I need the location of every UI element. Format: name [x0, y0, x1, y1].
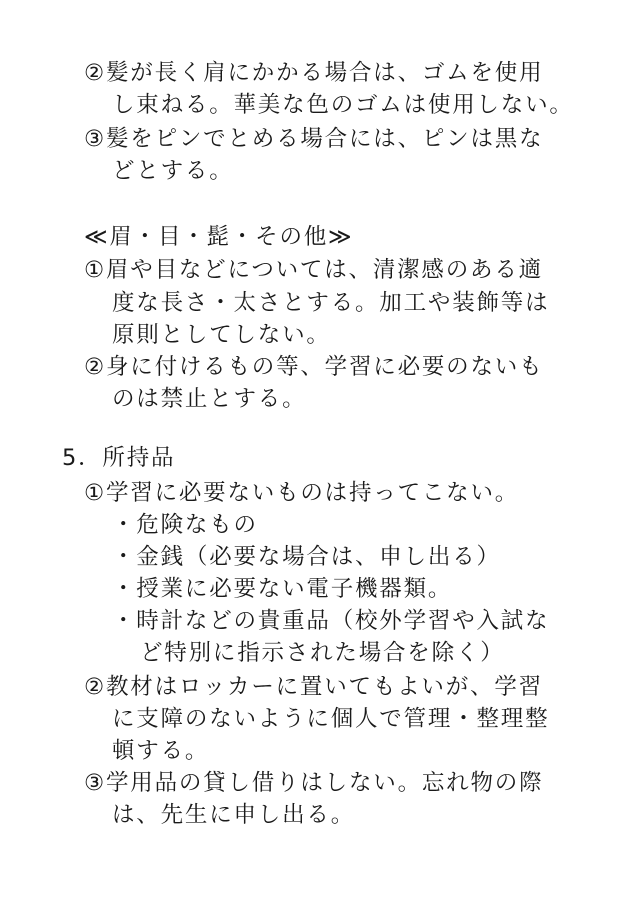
- belongings-bullet-money: ・金銭（必要な場合は、申し出る）: [112, 544, 501, 570]
- face-rule-1-line-3: 原則としてしない。: [112, 322, 331, 348]
- hair-rule-3-line-2: どとする。: [112, 158, 234, 184]
- hair-rule-2-line-1: ②髪が長く肩にかかる場合は、ゴムを使用: [84, 60, 544, 86]
- belongings-rule-2-line-1: ②教材はロッカーに置いてもよいが、学習: [84, 674, 543, 700]
- hair-rule-2-line-2: し束ねる。華美な色のゴムは使用しない。: [112, 92, 574, 118]
- belongings-rule-3-line-1: ③学用品の貸し借りはしない。忘れ物の際: [84, 770, 544, 796]
- face-rule-1-line-2: 度な長さ・太さとする。加工や装飾等は: [112, 290, 550, 316]
- belongings-bullet-dangerous: ・危険なもの: [112, 512, 258, 538]
- belongings-rule-2-line-2: に支障のないように個人で管理・整理整: [112, 706, 550, 732]
- face-rule-2-line-1: ②身に付けるもの等、学習に必要のないも: [84, 354, 544, 380]
- belongings-rule-3-line-2: は、先生に申し出る。: [112, 802, 356, 828]
- belongings-rule-2-line-3: 頓する。: [112, 738, 210, 764]
- face-rule-2-line-2: のは禁止とする。: [112, 386, 307, 412]
- belongings-rule-1-line-1: ①学習に必要ないものは持ってこない。: [84, 480, 520, 506]
- belongings-bullet-valuables-line-2: ど特別に指示された場合を除く）: [140, 640, 505, 666]
- face-rule-1-line-1: ①眉や目などについては、清潔感のある適: [84, 257, 543, 283]
- belongings-bullet-devices: ・授業に必要ない電子機器類。: [112, 576, 453, 602]
- hair-rule-3-line-1: ③髪をピンでとめる場合には、ピンは黒な: [84, 126, 544, 152]
- belongings-section-heading: 5．所持品: [62, 445, 176, 471]
- belongings-bullet-valuables-line-1: ・時計などの貴重品（校外学習や入試な: [112, 608, 550, 634]
- face-section-heading: ≪眉・目・髭・その他≫: [84, 224, 354, 250]
